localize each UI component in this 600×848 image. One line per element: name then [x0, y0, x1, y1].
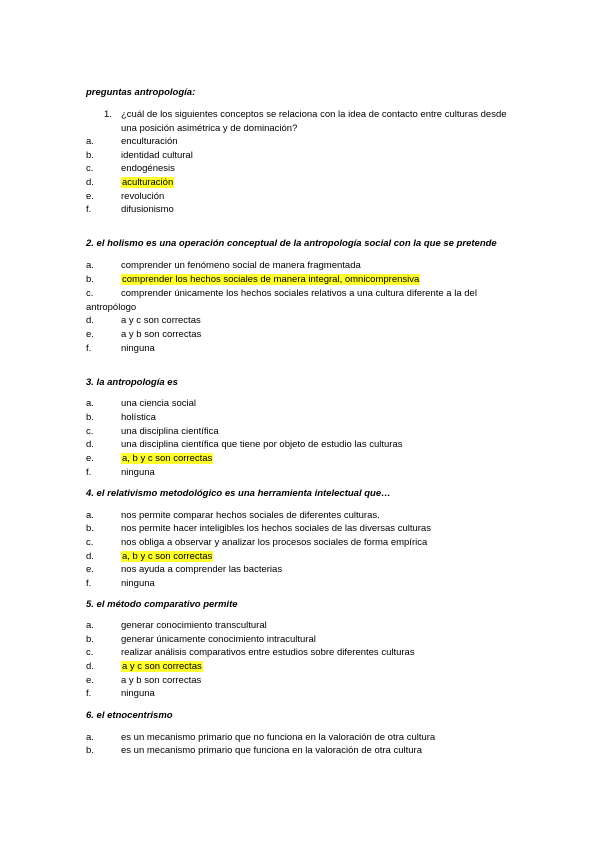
option-letter: a.	[86, 260, 94, 271]
option-text: difusionismo	[121, 204, 174, 215]
q2-option-a	[86, 259, 516, 273]
q1-option-f	[86, 203, 516, 217]
option-text: una disciplina científica que tiene por objeto de estudio las culturas	[121, 439, 403, 450]
q5-option-d	[86, 660, 516, 674]
option-text: nos permite comparar hechos sociales de diferentes culturas.	[121, 510, 380, 521]
option-letter: b.	[86, 274, 94, 285]
q2-option-e	[86, 328, 516, 342]
option-text-highlighted: a, b y c son correctas	[122, 453, 213, 464]
q5-option-e	[86, 674, 516, 688]
q5-option-c	[86, 646, 516, 660]
option-text: identidad cultural	[121, 150, 193, 161]
option-text-highlighted: aculturación	[122, 177, 174, 188]
q3-option-e	[86, 452, 516, 466]
q5-option-f	[86, 687, 516, 701]
q1-option-c	[86, 162, 516, 176]
option-text: ninguna	[121, 343, 155, 354]
option-text: nos obliga a observar y analizar los procesos sociales de forma empírica	[121, 537, 428, 548]
question-2-text: 2. el holismo es una operación conceptual de la antropología social con la que se pretende	[86, 238, 497, 249]
option-letter: f.	[86, 204, 92, 215]
option-text: a y b son correctas	[121, 675, 202, 686]
option-text: a y c son correctas	[121, 315, 201, 326]
question-4-text: 4. el relativismo metodológico es una herramienta intelectual que…	[86, 488, 391, 499]
option-letter: c.	[86, 537, 94, 548]
option-text: realizar análisis comparativos entre estudios sobre diferentes culturas	[121, 647, 415, 658]
q2-option-f	[86, 342, 516, 356]
option-text: ninguna	[121, 467, 155, 478]
option-letter: a.	[86, 620, 94, 631]
option-letter: b.	[86, 523, 94, 534]
option-letter: f.	[86, 688, 92, 699]
q3-option-c	[86, 425, 516, 439]
option-text: comprender únicamente los hechos sociales relativos a una cultura diferente a la del antropólogo	[86, 288, 477, 313]
option-letter: d.	[86, 315, 94, 326]
option-text: es un mecanismo primario que no funciona en la valoración de otra cultura	[121, 732, 436, 743]
option-letter: e.	[86, 675, 94, 686]
option-letter: a.	[86, 136, 94, 147]
option-letter: e.	[86, 453, 94, 464]
option-text: a y b son correctas	[121, 329, 202, 340]
q5-option-a	[86, 619, 516, 633]
q6-option-b	[86, 744, 516, 758]
q1-option-b	[86, 149, 516, 163]
q2-option-b	[86, 273, 516, 287]
q4-option-a	[86, 509, 516, 523]
option-letter: f.	[86, 467, 92, 478]
option-text-highlighted: a, b y c son correctas	[122, 551, 213, 562]
option-text: nos ayuda a comprender las bacterias	[121, 564, 283, 575]
option-text-highlighted: comprender los hechos sociales de manera integral, omnicomprensiva	[122, 274, 420, 285]
q1-option-e	[86, 190, 516, 204]
option-text: comprender un fenómeno social de manera fragmentada	[121, 260, 361, 271]
q3-option-d	[86, 438, 516, 452]
option-letter: d.	[86, 177, 94, 188]
question-1-text: ¿cuál de los siguientes conceptos se relaciona con la idea de contacto entre culturas desde una posición asimétrica y de dominación?	[121, 109, 507, 134]
option-letter: a.	[86, 398, 94, 409]
question-6-text: 6. el etnocentrismo	[86, 710, 173, 721]
option-text: una disciplina científica	[121, 426, 219, 437]
option-text: es un mecanismo primario que funciona en la valoración de otra cultura	[121, 745, 422, 756]
option-letter: b.	[86, 150, 94, 161]
q3-option-f	[86, 466, 516, 480]
q6-option-a	[86, 731, 516, 745]
option-text: ninguna	[121, 578, 155, 589]
option-letter: b.	[86, 745, 94, 756]
option-letter: f.	[86, 578, 92, 589]
option-letter: c.	[86, 647, 94, 658]
option-text: ninguna	[121, 688, 155, 699]
option-letter: b.	[86, 412, 94, 423]
option-letter: c.	[86, 288, 94, 299]
option-letter: d.	[86, 661, 94, 672]
option-text: enculturación	[121, 136, 178, 147]
document-title: preguntas antropología:	[86, 87, 196, 98]
q2-option-c	[86, 287, 516, 314]
q2-option-d	[86, 314, 516, 328]
q4-option-e	[86, 563, 516, 577]
option-text-highlighted: a y c son correctas	[122, 661, 202, 672]
option-text: revolución	[121, 191, 165, 202]
question-5-text: 5. el método comparativo permite	[86, 599, 238, 610]
option-letter: f.	[86, 343, 92, 354]
option-text: endogénesis	[121, 163, 175, 174]
option-letter: e.	[86, 191, 94, 202]
q3-option-a	[86, 397, 516, 411]
option-text: holística	[121, 412, 156, 423]
q4-option-d	[86, 550, 516, 564]
q1-option-d	[86, 176, 516, 190]
option-letter: c.	[86, 426, 94, 437]
q1-option-a	[86, 135, 516, 149]
option-text: nos permite hacer inteligibles los hechos sociales de las diversas culturas	[121, 523, 431, 534]
option-text: generar conocimiento transcultural	[121, 620, 267, 631]
q5-option-b	[86, 633, 516, 647]
option-letter: e.	[86, 329, 94, 340]
option-letter: d.	[86, 551, 94, 562]
question-1-number: 1.	[104, 109, 112, 120]
option-letter: a.	[86, 510, 94, 521]
option-letter: e.	[86, 564, 94, 575]
option-text: una ciencia social	[121, 398, 196, 409]
option-letter: b.	[86, 634, 94, 645]
q4-option-c	[86, 536, 516, 550]
question-3-text: 3. la antropología es	[86, 377, 178, 388]
option-letter: d.	[86, 439, 94, 450]
option-letter: c.	[86, 163, 94, 174]
q4-option-f	[86, 577, 516, 591]
option-text: generar únicamente conocimiento intracultural	[121, 634, 316, 645]
question-1	[104, 108, 524, 135]
q4-option-b	[86, 522, 516, 536]
option-letter: a.	[86, 732, 94, 743]
q3-option-b	[86, 411, 516, 425]
